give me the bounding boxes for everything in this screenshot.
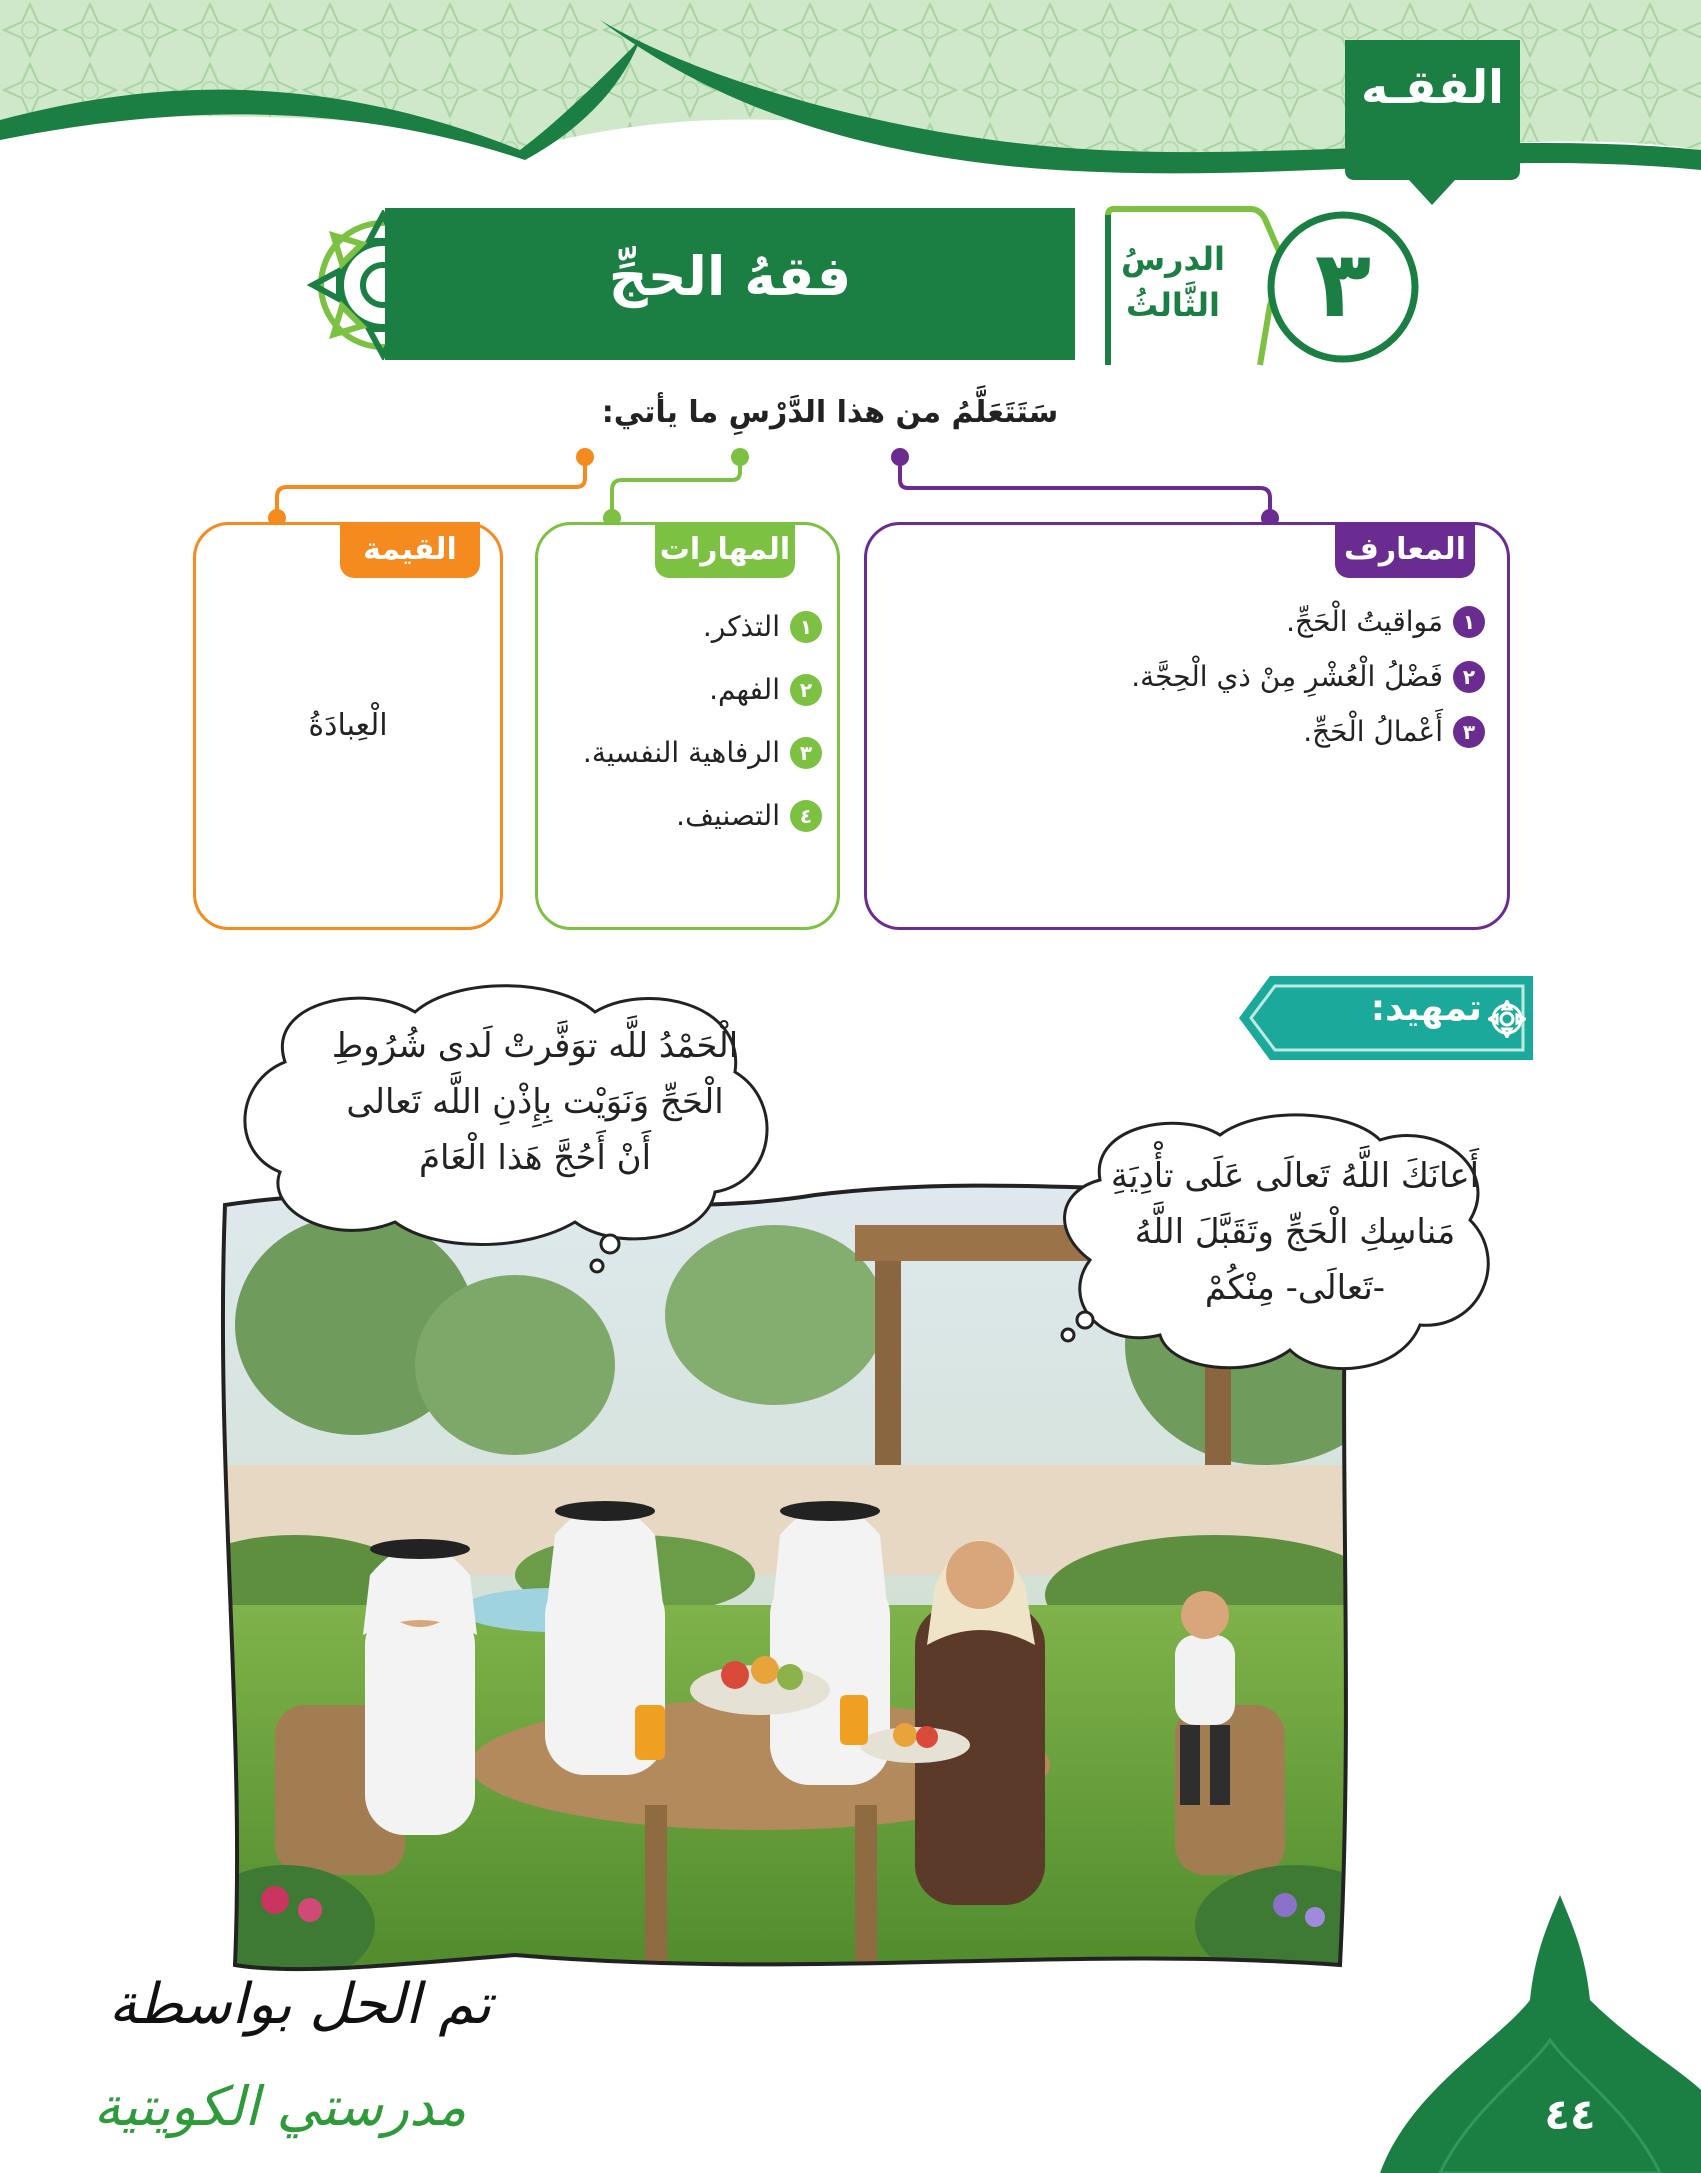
lesson-label — [1108, 236, 1238, 328]
item-number: ٣ — [790, 737, 822, 769]
item-text: التذكر. — [702, 610, 780, 643]
bubble-line: أَعانَكَ اللَّهُ تَعالَى عَلَى تأْدِيَةِ — [1110, 1156, 1480, 1196]
rosette-icon — [1488, 1000, 1526, 1038]
list-item — [560, 799, 822, 832]
bubble-line: -تَعالَى- مِنْكُمْ — [1204, 1268, 1386, 1308]
page-number: ٤٤ — [1544, 2090, 1596, 2139]
value-text: الْعِبادَةُ — [308, 708, 388, 743]
item-number: ٤ — [790, 800, 822, 832]
preface-label: تمهيد: — [1370, 988, 1482, 1029]
item-text: فَضْلُ الْعُشْرِ مِنْ ذي الْحِجَّة. — [1131, 660, 1443, 693]
lesson-number: ٣ — [1314, 231, 1372, 338]
signature-line2: مدرستي الكويتية — [93, 2075, 467, 2138]
item-number: ٣ — [1453, 716, 1485, 748]
list-item — [900, 605, 1485, 638]
lesson-title: فقهُ الحجِّ — [608, 245, 852, 308]
man-left — [363, 1539, 477, 1835]
thought-bubble-right-text — [1100, 1148, 1490, 1316]
knowledge-title: المعارف — [1335, 522, 1475, 578]
elder-woman — [915, 1540, 1045, 1905]
bubble-line: مَناسِكِ الْحَجِّ وتَقَبَّلَ اللَّهُ — [1134, 1212, 1456, 1252]
item-text: التصنيف. — [676, 799, 780, 832]
bubble-line: الْحَمْدُ للَّه توَفَّرتْ لَدى شُرُوطِ — [331, 1026, 739, 1066]
intro-heading: سَتَتَعَلَّمُ من هذا الدَّرْسِ ما يأتي: — [601, 395, 1059, 430]
list-item — [900, 715, 1485, 748]
item-number: ٢ — [1453, 661, 1485, 693]
subject-title: الفقـه — [1361, 60, 1504, 114]
item-text: أَعْمالُ الْحَجِّ. — [1303, 715, 1443, 748]
lesson-label-line1: الدرسُ — [1120, 240, 1226, 278]
skills-title: المهارات — [655, 522, 795, 578]
bubble-line: الْحَجِّ وَنَوَيْت بِإِذْنِ اللَّه تَعالى — [346, 1082, 724, 1122]
list-item — [560, 610, 822, 643]
bubble-line: أَنْ أَحُجَّ هَذا الْعَامَ — [418, 1138, 652, 1178]
item-number: ٢ — [790, 674, 822, 706]
lesson-label-line2: الثَّالثُ — [1126, 286, 1220, 324]
value-title: القيمة — [340, 522, 480, 578]
knowledge-list — [900, 605, 1485, 748]
list-item — [560, 673, 822, 706]
signature-line1: تم الحل بواسطة — [108, 1972, 492, 2037]
thought-bubble-left-text — [300, 1018, 770, 1186]
skills-list — [560, 610, 822, 832]
list-item — [560, 736, 822, 769]
item-text: الفهم. — [709, 673, 780, 706]
item-text: الرفاهية النفسية. — [582, 736, 780, 769]
item-number: ١ — [790, 611, 822, 643]
item-number: ١ — [1453, 606, 1485, 638]
list-item — [900, 660, 1485, 693]
item-text: مَواقيتُ الْحَجِّ. — [1286, 605, 1443, 638]
